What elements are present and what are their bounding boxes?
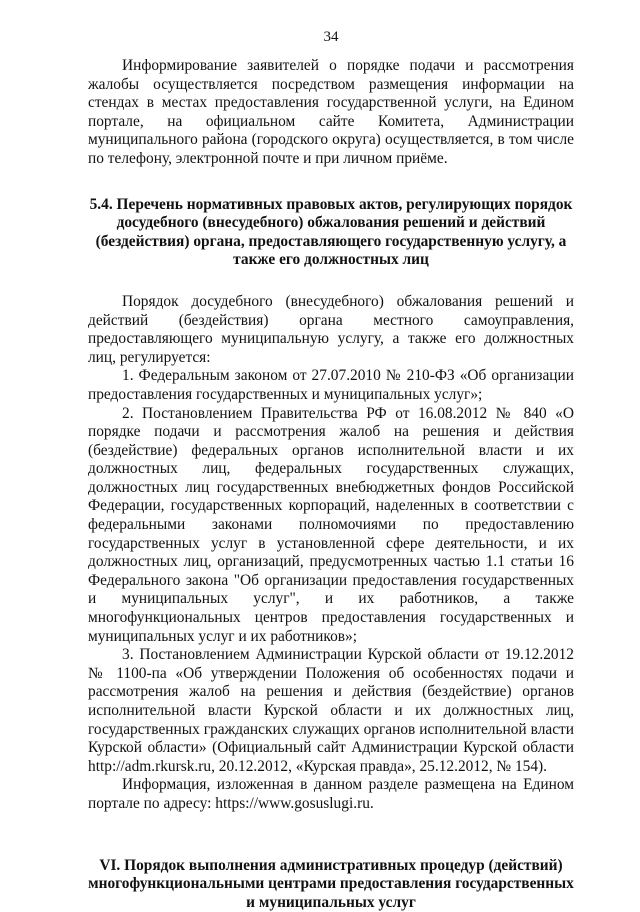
section-vi-heading: VI. Порядок выполнения административных процедур (действий) многофункциональными центрами предоставления государственных и муниципальных услуг [88, 856, 574, 911]
section-5-4-lead: Порядок досудебного (внесудебного) обжалования решений и действий (бездействия) органа местного самоуправления, предоставляющего муниципальную услугу, а также его должностных лиц, регулируется: [88, 292, 574, 366]
legal-act-item-1: 1. Федеральным законом от 27.07.2010 № 210-ФЗ «Об организации предоставления государственных и муниципальных услуг»; [88, 367, 574, 403]
intro-paragraph: Информирование заявителей о порядке подачи и рассмотрения жалобы осуществляется посредством размещения информации на стендах в местах предоставления государственной услуги, на Едином портале, на официальном сайте Комитета, Администрации муниципального района (городского округа) осуществляется, в том числе по телефону, электронной почте и при личном приёме. [88, 57, 574, 167]
legal-act-item-3: 3. Постановлением Администрации Курской области от 19.12.2012 № 1100-па «Об утверждении Положения об особенностях подачи и рассмотрения жалоб на решения и действия (бездействие) органов исполнительной власти Курской области и их должностных лиц, государственных гражданских служащих органов исполнительной власти Курской области» (Официальный сайт Администрации Курской области http://adm.rkursk.ru, 20.12.2012, «Курская правда», 25.12.2012, № 154). [88, 646, 574, 775]
page-number: 34 [323, 29, 339, 45]
section-5-4-closing: Информация, изложенная в данном разделе размещена на Едином портале по адресу: https://www.gosuslugi.ru. [88, 776, 574, 812]
legal-act-item-2: 2. Постановлением Правительства РФ от 16.08.2012 № 840 «О порядке подачи и рассмотрения жалоб на решения и действия (бездействие) федеральных органов исполнительной власти и их должностных лиц, федеральных государственных служащих, должностных лиц государственных внебюджетных фондов Российской Федерации, государственных корпораций, наделенных в соответствии с федеральными законами полномочиями по предоставлению государственных услуг в установленной сфере деятельности, и их должностных лиц, организаций, предусмотренных частью 1.1 статьи 16 Федерального закона "Об организации предоставления государственных и муниципальных услуг", и их работников, а также многофункциональных центров предоставления государственных и муниципальных услуг и их работников»; [88, 404, 574, 645]
section-5-4-heading: 5.4. Перечень нормативных правовых актов, регулирующих порядок досудебного (внесудебного) обжалования решений и действий (бездействия) органа, предоставляющего государственную услугу, а также его должностных лиц [89, 195, 573, 269]
